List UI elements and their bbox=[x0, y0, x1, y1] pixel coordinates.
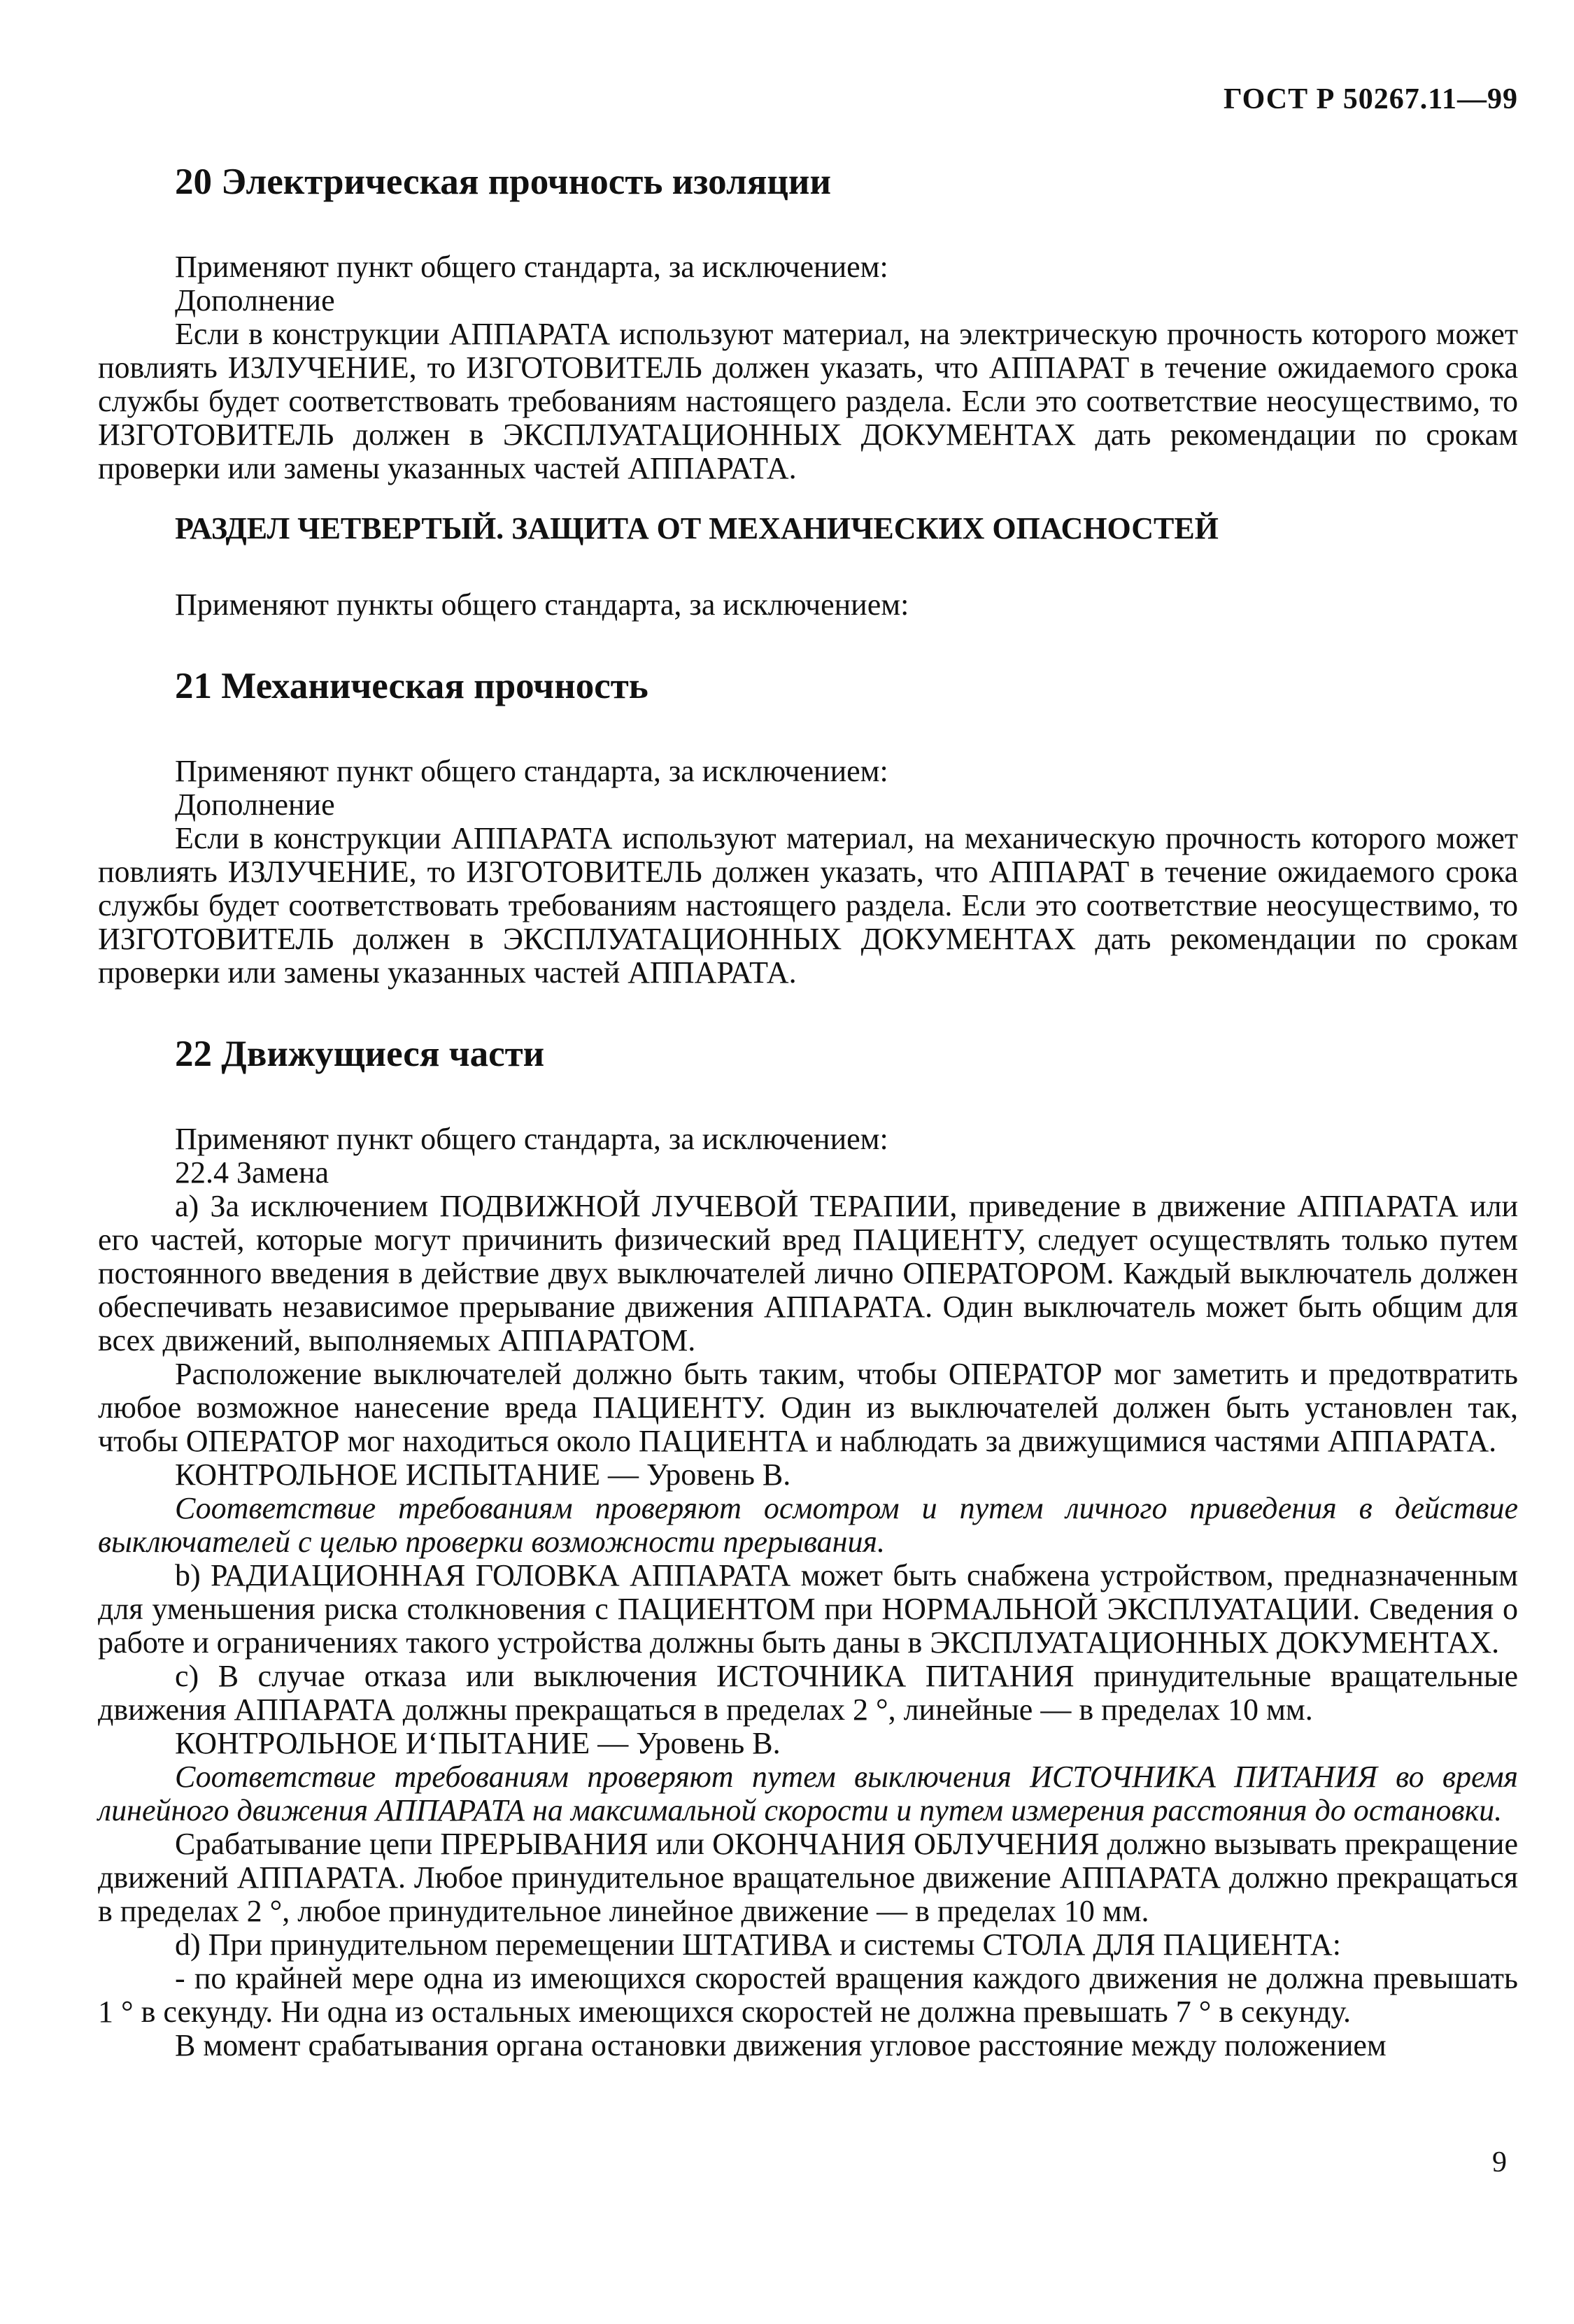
section-21-title: 21 Механическая прочность bbox=[175, 666, 648, 706]
section-22-item-d-speed: - по крайней мере одна из имеющихся скоростей вращения каждого движения не должна превышать 1 ° в секунду. Ни одна из остальных имеющихся скоростей не должна превышать 7 ° в секунду. bbox=[98, 1961, 1518, 2029]
page-number: 9 bbox=[1492, 2146, 1507, 2179]
section-22-interruption: Срабатывание цепи ПРЕРЫВАНИЯ или ОКОНЧАНИЯ ОБЛУЧЕНИЯ должно вызывать прекращение движений АППАРАТА. Любое принудительное вращательное движение АППАРАТА должно прекращаться в пределах 2 °, любое принудительное линейное движение — в пределах 10 мм. bbox=[98, 1827, 1518, 1928]
section-21-intro: Применяют пункт общего стандарта, за исключением: bbox=[175, 754, 888, 788]
section-22-title: 22 Движущиеся части bbox=[175, 1034, 545, 1074]
section-20-addition-label: Дополнение bbox=[175, 283, 335, 318]
section-22-control-test-2: КОНТРОЛЬНОЕ ИʻПЫТАНИЕ — Уровень В. bbox=[175, 1726, 781, 1760]
section-20-title: 20 Электрическая прочность изоляции bbox=[175, 162, 831, 202]
section-22-item-d-stop: В момент срабатывания органа остановки движения угловое расстояние между положением bbox=[175, 2028, 1387, 2062]
section-22-item-d: d) При принудительном перемещении ШТАТИВА и системы СТОЛА ДЛЯ ПАЦИЕНТА: bbox=[175, 1927, 1341, 1962]
document-body bbox=[98, 84, 1518, 2062]
section-22-item-a-arrangement: Расположение выключателей должно быть таким, чтобы ОПЕРАТОР мог заметить и предотвратить любое возможное нанесение вреда ПАЦИЕНТУ. Один из выключателей должен быть установлен так, чтобы ОПЕРАТОР мог находиться около ПАЦИЕНТА и наблюдать за движущимися частями АППАРАТА. bbox=[98, 1357, 1518, 1458]
standard-code-header: ГОСТ Р 50267.11—99 bbox=[1223, 83, 1518, 115]
section-21-addition-label: Дополнение bbox=[175, 787, 335, 822]
section-22-item-b: b) РАДИАЦИОННАЯ ГОЛОВКА АППАРАТА может быть снабжена устройством, предназначенным для уменьшения риска столкновения с ПАЦИЕНТОМ при НОРМАЛЬНОЙ ЭКСПЛУАТАЦИИ. Сведения о работе и ограничениях такого устройства должны быть даны в ЭКСПЛУАТАЦИОННЫХ ДОКУМЕНТАХ. bbox=[98, 1558, 1518, 1660]
section-20-paragraph: Если в конструкции АППАРАТА используют материал, на электрическую прочность которого может повлиять ИЗЛУЧЕНИЕ, то ИЗГОТОВИТЕЛЬ должен указать, что АППАРАТ в течение ожидаемого срока службы будет соответствовать требованиям настоящего раздела. Если это соответствие неосуществимо, то ИЗГОТОВИТЕЛЬ должен в ЭКСПЛУАТАЦИОННЫХ ДОКУМЕНТАХ дать рекомендации по срокам проверки или замены указанных частей АППАРАТА. bbox=[98, 317, 1518, 485]
section-22-subclause: 22.4 Замена bbox=[175, 1155, 329, 1190]
section-22-item-c: с) В случае отказа или выключения ИСТОЧНИКА ПИТАНИЯ принудительные вращательные движения АППАРАТА должны прекращаться в пределах 2 °, линейные — в пределах 10 мм. bbox=[98, 1659, 1518, 1727]
section-20-intro: Применяют пункт общего стандарта, за исключением: bbox=[175, 250, 888, 284]
section-22-compliance-2: Соответствие требованиям проверяют путем выключения ИСТОЧНИКА ПИТАНИЯ во время линейного движения АППАРАТА на максимальной скорости и путем измерения расстояния до остановки. bbox=[98, 1760, 1518, 1827]
part-4-intro: Применяют пункты общего стандарта, за исключением: bbox=[175, 587, 909, 622]
section-22-compliance-1: Соответствие требованиям проверяют осмотром и путем личного приведения в действие выключателей с целью проверки возможности прерывания. bbox=[98, 1491, 1518, 1559]
part-4-title: РАЗДЕЛ ЧЕТВЕРТЫЙ. ЗАЩИТА ОТ МЕХАНИЧЕСКИХ ОПАСНОСТЕЙ bbox=[175, 511, 1219, 546]
section-22-item-a: а) За исключением ПОДВИЖНОЙ ЛУЧЕВОЙ ТЕРАПИИ, приведение в движение АППАРАТА или его частей, которые могут причинить физический вред ПАЦИЕНТУ, следует осуществлять только путем постоянного введения в действие двух выключателей лично ОПЕРАТОРОМ. Каждый выключатель должен обеспечивать независимое прерывание движения АППАРАТА. Один выключатель может быть общим для всех движений, выполняемых АППАРАТОМ. bbox=[98, 1189, 1518, 1357]
section-22-intro: Применяют пункт общего стандарта, за исключением: bbox=[175, 1122, 888, 1156]
section-21-paragraph: Если в конструкции АППАРАТА используют материал, на механическую прочность которого может повлиять ИЗЛУЧЕНИЕ, то ИЗГОТОВИТЕЛЬ должен указать, что АППАРАТ в течение ожидаемого срока службы будет соответствовать требованиям настоящего раздела. Если это соответствие неосуществимо, то ИЗГОТОВИТЕЛЬ должен в ЭКСПЛУАТАЦИОННЫХ ДОКУМЕНТАХ дать рекомендации по срокам проверки или замены указанных частей АППАРАТА. bbox=[98, 821, 1518, 990]
section-22-control-test-1: КОНТРОЛЬНОЕ ИСПЫТАНИЕ — Уровень В. bbox=[175, 1457, 791, 1492]
